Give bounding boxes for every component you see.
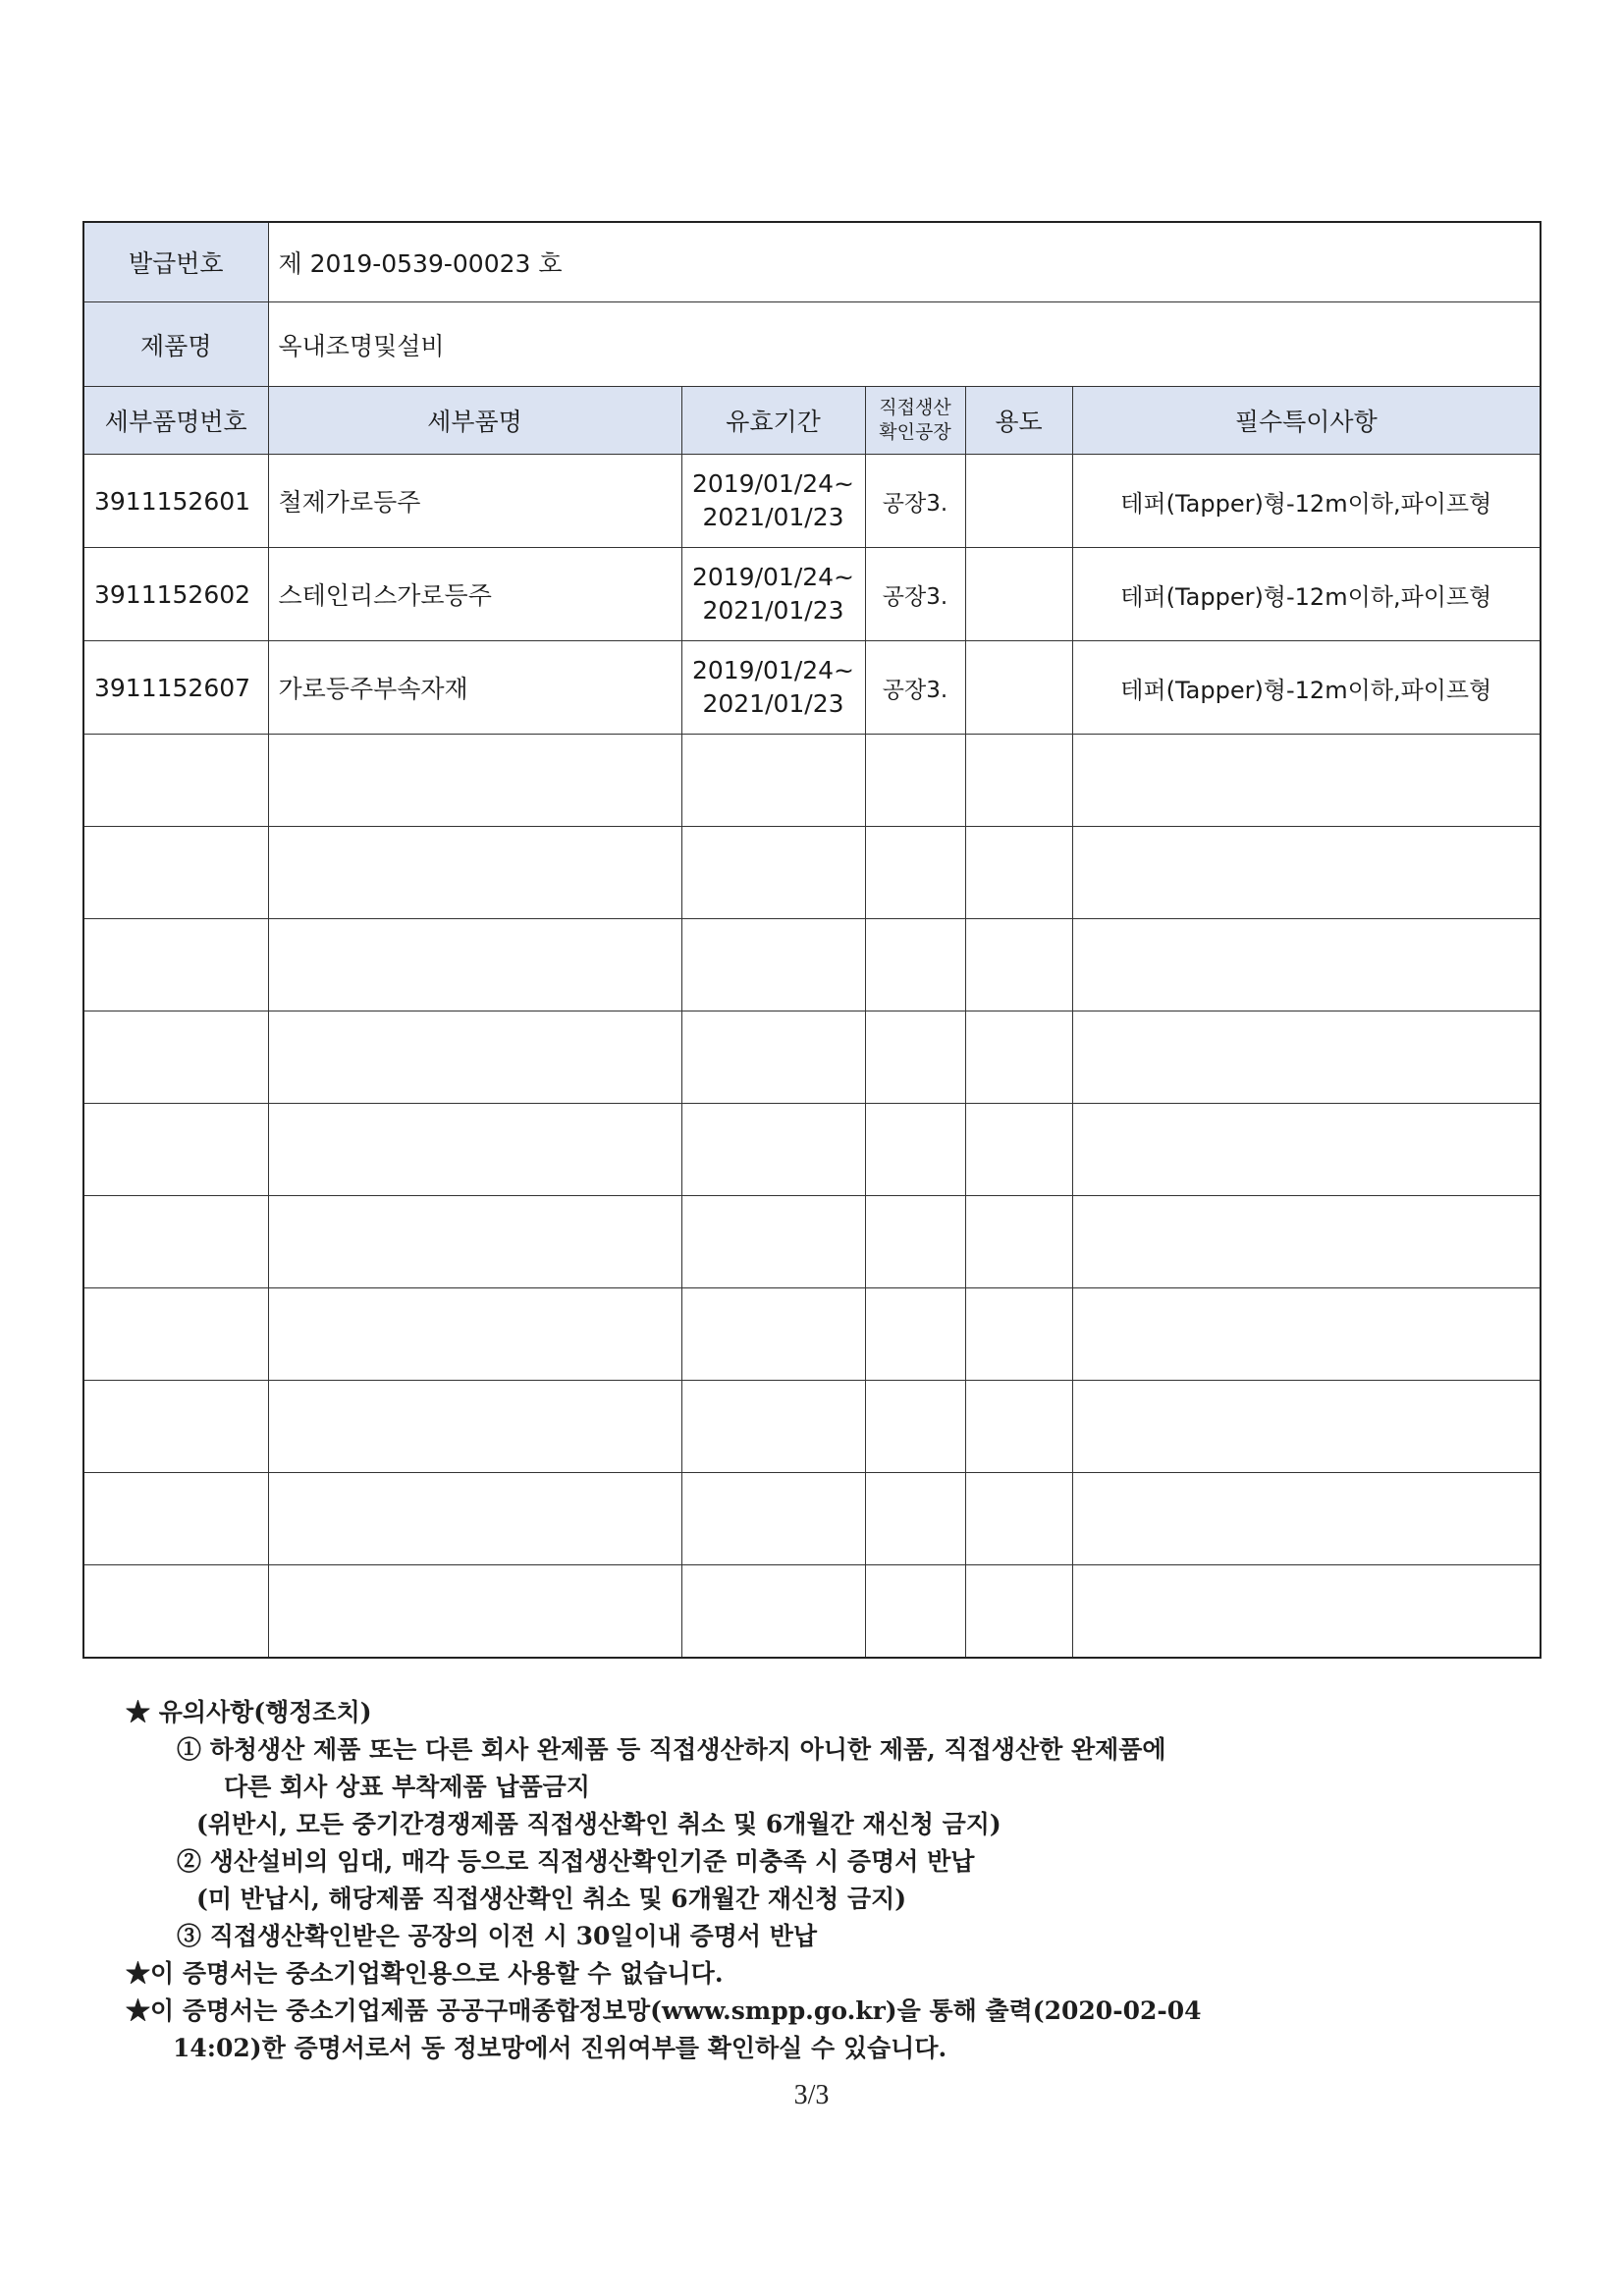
period-start: 2019/01/24~ — [691, 469, 855, 498]
period-end: 2021/01/23 — [702, 689, 844, 718]
row-factory: 공장3. — [865, 548, 965, 641]
notice-item-3-line-1: ③ 직접생산확인받은 공장의 이전 시 30일이내 증명서 반납 — [177, 1922, 818, 1950]
table-header-row — [83, 387, 1541, 455]
product-name-label: 제품명 — [83, 302, 268, 387]
row-period — [681, 548, 865, 641]
page-number: 3/3 — [793, 2080, 830, 2110]
notice-star-2: ★이 증명서는 중소기업확인용으로 사용할 수 없습니다. — [126, 1959, 724, 1988]
row-name: 철제가로등주 — [268, 455, 681, 548]
header-factory — [865, 387, 965, 455]
certificate-table — [82, 221, 1542, 1659]
notice-item-1-line-3: (위반시, 모든 중기간경쟁제품 직접생산확인 취소 및 6개월간 재신청 금지) — [196, 1810, 1001, 1838]
row-code: 3911152601 — [83, 455, 268, 548]
notice-section — [126, 1694, 1520, 2067]
row-period — [681, 455, 865, 548]
product-name-value: 옥내조명및설비 — [268, 302, 1541, 387]
row-usage — [965, 641, 1072, 735]
empty-row — [83, 1104, 1541, 1196]
header-usage: 용도 — [965, 387, 1072, 455]
empty-row — [83, 1565, 1541, 1659]
row-usage — [965, 455, 1072, 548]
header-factory-text: 직접생산 확인공장 — [879, 397, 951, 443]
empty-row — [83, 735, 1541, 827]
notice-star-3-line-1: ★이 증명서는 중소기업제품 공공구매종합정보망(www.smpp.go.kr)을 통해 출력(2020-02-04 — [126, 1996, 1202, 2025]
empty-row — [83, 1011, 1541, 1104]
notice-title: ★ 유의사항(행정조치) — [126, 1698, 372, 1726]
notice-item-2-line-1: ② 생산설비의 임대, 매각 등으로 직접생산확인기준 미충족 시 증명서 반납 — [177, 1847, 975, 1876]
period-end: 2021/01/23 — [702, 596, 844, 625]
row-factory: 공장3. — [865, 455, 965, 548]
issue-number-row — [83, 222, 1541, 302]
notice-item-1-line-1: ① 하청생산 제품 또는 다른 회사 완제품 등 직접생산하지 아니한 제품, 직접생산한 완제품에 — [177, 1735, 1166, 1764]
row-name: 스테인리스가로등주 — [268, 548, 681, 641]
empty-row — [83, 1288, 1541, 1381]
header-detail-name: 세부품명 — [268, 387, 681, 455]
empty-row — [83, 1473, 1541, 1565]
table-row — [83, 548, 1541, 641]
empty-row — [83, 1381, 1541, 1473]
period-end: 2021/01/23 — [702, 503, 844, 531]
product-name-row — [83, 302, 1541, 387]
empty-row — [83, 919, 1541, 1011]
issue-number-value: 제 2019-0539-00023 호 — [268, 222, 1541, 302]
period-start: 2019/01/24~ — [691, 563, 855, 591]
notice-item-1-line-2: 다른 회사 상표 부착제품 납품금지 — [224, 1773, 590, 1801]
row-code: 3911152607 — [83, 641, 268, 735]
table-row — [83, 455, 1541, 548]
row-requirement: 테퍼(Tapper)형-12m이하,파이프형 — [1072, 641, 1541, 735]
empty-row — [83, 1196, 1541, 1288]
header-detail-code: 세부품명번호 — [83, 387, 268, 455]
header-requirements: 필수특이사항 — [1072, 387, 1541, 455]
row-requirement: 테퍼(Tapper)형-12m이하,파이프형 — [1072, 548, 1541, 641]
notice-star-3-line-2: 14:02)한 증명서로서 동 정보망에서 진위여부를 확인하실 수 있습니다. — [173, 2034, 947, 2062]
row-name: 가로등주부속자재 — [268, 641, 681, 735]
row-requirement: 테퍼(Tapper)형-12m이하,파이프형 — [1072, 455, 1541, 548]
table-row — [83, 641, 1541, 735]
row-factory: 공장3. — [865, 641, 965, 735]
period-start: 2019/01/24~ — [691, 656, 855, 684]
row-usage — [965, 548, 1072, 641]
header-valid-period: 유효기간 — [681, 387, 865, 455]
issue-number-label: 발급번호 — [83, 222, 268, 302]
row-period — [681, 641, 865, 735]
empty-row — [83, 827, 1541, 919]
row-code: 3911152602 — [83, 548, 268, 641]
notice-item-2-line-2: (미 반납시, 해당제품 직접생산확인 취소 및 6개월간 재신청 금지) — [196, 1885, 907, 1913]
